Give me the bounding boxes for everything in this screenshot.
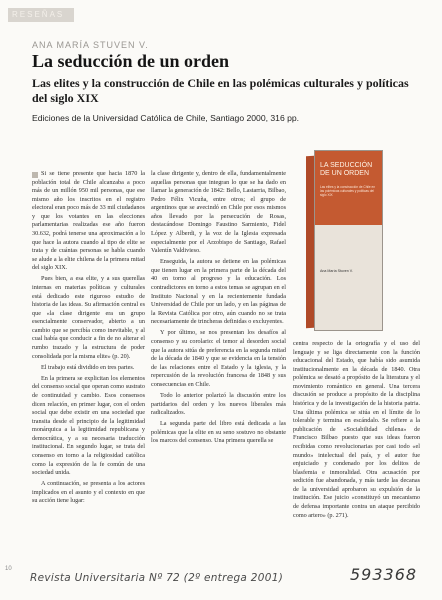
book-cover-title: LA SEDUCCIÓN DE UN ORDEN: [320, 162, 373, 177]
paragraph: Pues bien, a esa elite, y a sus querellas internas en materias políticas y culturales está dedicado este riguroso estudio de historia de las ideas. Su afirmación central es que «la clase dirigente era un grupo esencialmente conservador, abierto a un cambio que se percibía como inevitable, y al cual había que conducir a fin de no alterar el rumbo trazado y la estructura de poder consolidada por la misma elite» (p. 20).: [32, 275, 145, 360]
paragraph: Y por último, se nos presentan los desafíos al consenso y su corolario: el temor al desorden social que la autora sitúa de preferencia en la segunda mitad de la década de 1840 y que se evidencia en la tensión de las relaciones entre el Estado y la iglesia, y la repercusión de la revolución francesa de 1848 y sus consecuencias en Chile.: [151, 329, 286, 388]
edition-info: Ediciones de la Universidad Católica de Chile, Santiago 2000, 316 pp.: [32, 113, 300, 123]
corner-mark: 10: [5, 566, 12, 572]
book-cover-subtitle: Las elites y la construcción de Chile en las polémicas culturales y políticas del siglo XIX: [320, 185, 376, 197]
paragraph: En la primera se explicitan los elementos del consenso social que operan como sustrato de continuidad y cambio. Esos consensos dicen relación, en primer lugar, con el orden social que debe existir en una sociedad que transita desde el principio de la legitimidad monárquica a la legitimidad republicana y democrática, y a su necesaria traducción institucional. En segundo lugar, se trata del consenso en torno a la religiosidad católica como la expresión de la fe común de una sociedad unida.: [32, 374, 145, 477]
text-column-3: [293, 340, 420, 580]
handwritten-source-note: Revista Universitaria Nº 72 (2º entrega 2001): [30, 572, 284, 584]
book-title: La seducción de un orden: [32, 51, 230, 71]
text-column-2: [151, 170, 286, 579]
book-cover-image: [306, 150, 383, 331]
book-cover-author: Ana María Stuven V.: [320, 269, 353, 273]
book-cover-band: [315, 151, 382, 225]
text-column-1: [32, 170, 145, 586]
review-author: ANA MARÍA STUVEN V.: [32, 40, 149, 50]
section-tab: RESEÑAS: [8, 8, 74, 22]
paragraph: El trabajo está dividido en tres partes.: [41, 363, 135, 371]
paragraph: A continuación, se presenta a los actores implicados en el asunto y el contexto en que su acción tiene lugar:: [32, 480, 145, 505]
paragraph: Enseguida, la autora se detiene en las polémicas que tienen lugar en la primera parte de la década del 40 en torno al progreso y la educación. Los contradictores en torno a estos temas se agrupan en el Instituto Nacional y en la recientemente fundada Universidad de Chile por un lado, y en las páginas de la Revista Católica por otro, aún cuando no se trata necesariamente de trincheras definidas o excluyentes.: [151, 258, 286, 326]
book-cover: [314, 150, 383, 331]
paragraph: Si se tiene presente que hacia 1870 la población total de Chile alcanzaba a poco más de un millón 950 mil personas, que ese mismo año los inscritos en el registro electoral eran poco más de 33 mil ciudadanos y que los votantes en las elecciones parlamentarias realizadas ese año fueron 30.632, podrá tenerse una aproximación a lo que hace la autora cuando al tipo de elite se trata y de cuántas personas se habla cuando se alude a la elite chilena de la primera mitad del siglo XIX.: [32, 170, 145, 272]
paragraph: centra respecto de la ortografía y el uso del lenguaje y se liga directamente con la función educacional del Estado, que había sido asumida institucionalmente en la década de 1840. Otra polémica se desató a propósito de la literatura y el movimiento romántico en general. Una tercera discusión se produce a propósito de la disciplina histórica y de la investigación de la historia patria. Una última polémica se sitúa en el límite de lo tolerable y termina en escándalo. Se refiere a la publicación de «Sociabilidad chilena» de Francisco Bilbao puesto que sus ideas fueron recibidas como revolucionarias por casi todo «el mundo» intelectual del país, y el autor fue enjuiciado y condenado por los delitos de blasfemia e inmoralidad. Otra acusación por sedición fue abandonada, y más tarde las decanas de la universidad aprobaron su expulsión de la institución. Ese juicio «constituyó un mecanismo de defensa importante contra un ataque percibido como artero» (p. 271).: [293, 340, 420, 519]
paragraph: Todo lo anterior polarizó la discusión entre los partidarios del orden y los nuevos liberales más radicalizados.: [151, 391, 286, 417]
paragraph: La segunda parte del libro está dedicada a las polémicas que la elite en su seno sostuvo no obstante los marcos del consenso. Una primera querella se: [151, 420, 286, 445]
book-spine: [306, 156, 314, 329]
book-subtitle: Las elites y la construcción de Chile en las polémicas culturales y políticas del siglo XIX: [32, 76, 409, 105]
handwritten-catalog-number: 593368: [350, 565, 418, 584]
paragraph: la clase dirigente y, dentro de ella, fundamentalmente aquellas personas que integran lo que se ha dado en llamar la generación de 1842: Bello, Lastarria, Bilbao, Pedro Félix Vicuña, entre otros; el grupo de argentinos que se avecindó en Chile por esos mismos años llevado por la persecución de Rosas, destacándose Domingo Faustino Sarmiento, Fidel López y Alberdi, y la voz de la Iglesia expresada especialmente por el Arzobispo de Santiago, Rafael Valentín Valdivieso.: [151, 170, 286, 255]
